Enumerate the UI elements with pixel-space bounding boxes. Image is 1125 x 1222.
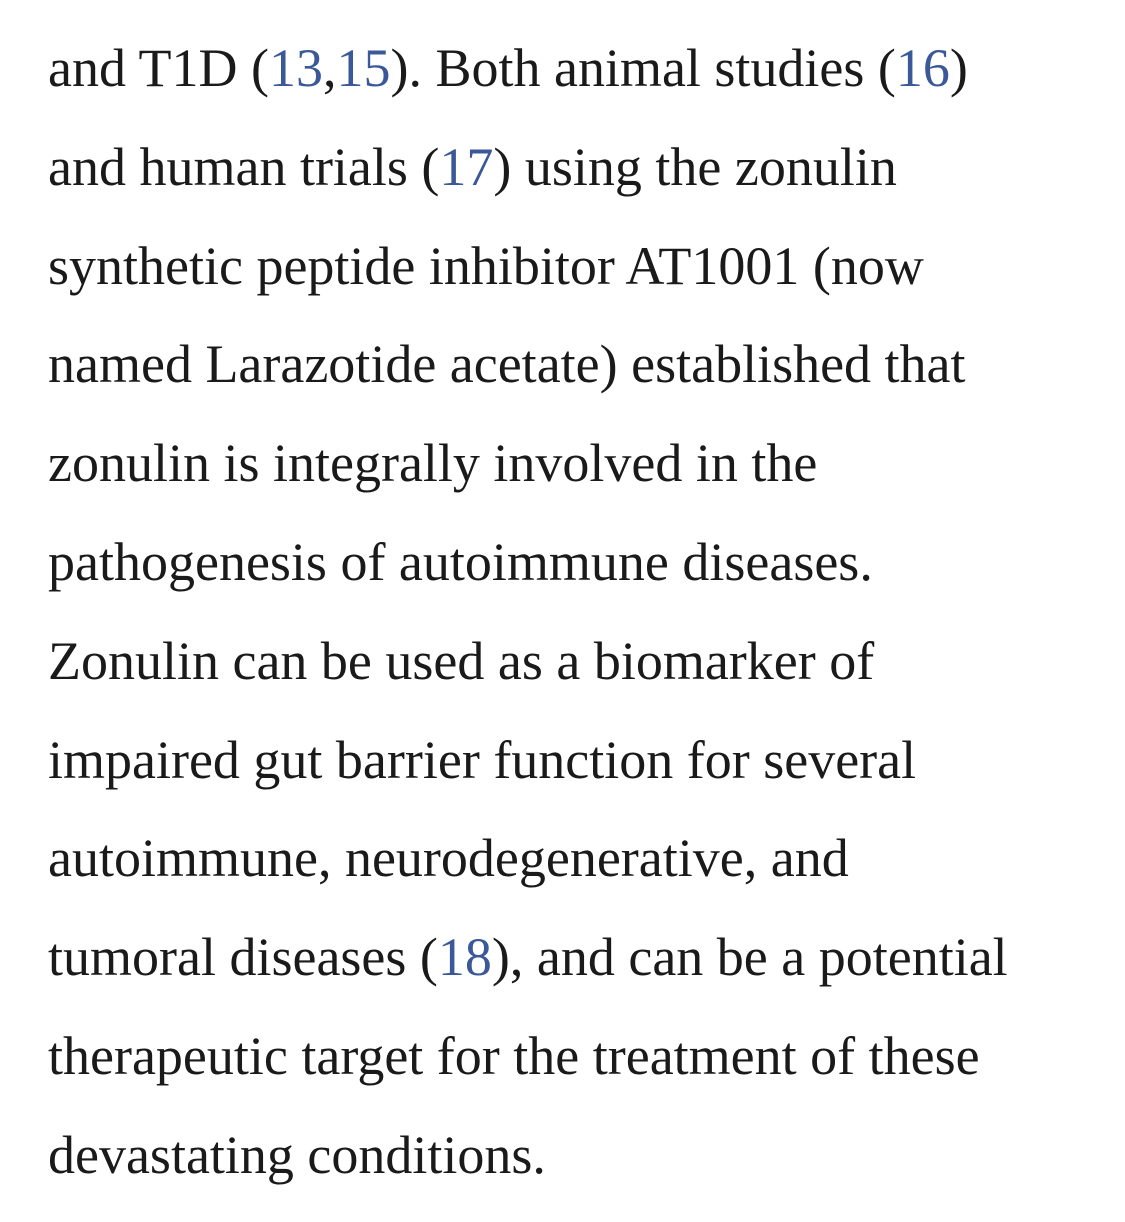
text-segment: impaired gut barrier function for several [48, 729, 917, 790]
text-segment: synthetic peptide inhibitor AT1001 (now [48, 235, 924, 296]
paragraph-line [48, 631, 874, 691]
paragraph-line [48, 137, 897, 197]
citation-link[interactable]: 17 [439, 136, 494, 197]
paragraph-line [48, 236, 924, 296]
paragraph-line [48, 532, 873, 592]
text-segment: therapeutic target for the treatment of these [48, 1026, 980, 1086]
text-segment: pathogenesis of autoimmune diseases. [48, 532, 873, 592]
text-segment: named Larazotide acetate) established that [48, 334, 966, 395]
text-segment: Zonulin can be used as a biomarker of [48, 630, 875, 691]
citation-link[interactable]: 15 [336, 38, 391, 98]
citation-link[interactable]: 16 [895, 38, 950, 98]
paragraph-line [48, 38, 968, 98]
text-segment: ). Both animal studies ( [390, 38, 896, 98]
citation-link[interactable]: 13 [268, 38, 323, 98]
text-segment: ) using the zonulin [493, 136, 897, 197]
text-segment: ) [949, 38, 968, 98]
text-segment: devastating conditions. [48, 1124, 546, 1185]
paragraph-line [48, 927, 1008, 987]
paragraph-line [48, 730, 916, 790]
paragraph-line [48, 828, 849, 888]
paragraph-line [48, 1125, 546, 1185]
paragraph-line [48, 334, 966, 394]
text-segment: , [322, 38, 337, 98]
text-segment: tumoral diseases ( [48, 927, 438, 988]
text-segment: ), and can be a potential [491, 927, 1008, 988]
text-segment: zonulin is integrally involved in the [48, 433, 818, 494]
paragraph-line [48, 1026, 980, 1086]
paragraph-line [48, 433, 817, 493]
text-segment: and T1D ( [48, 38, 269, 98]
text-segment: autoimmune, neurodegenerative, and [48, 828, 849, 889]
text-segment: and human trials ( [48, 136, 440, 197]
citation-link[interactable]: 18 [437, 927, 492, 988]
article-body [48, 0, 1108, 1222]
